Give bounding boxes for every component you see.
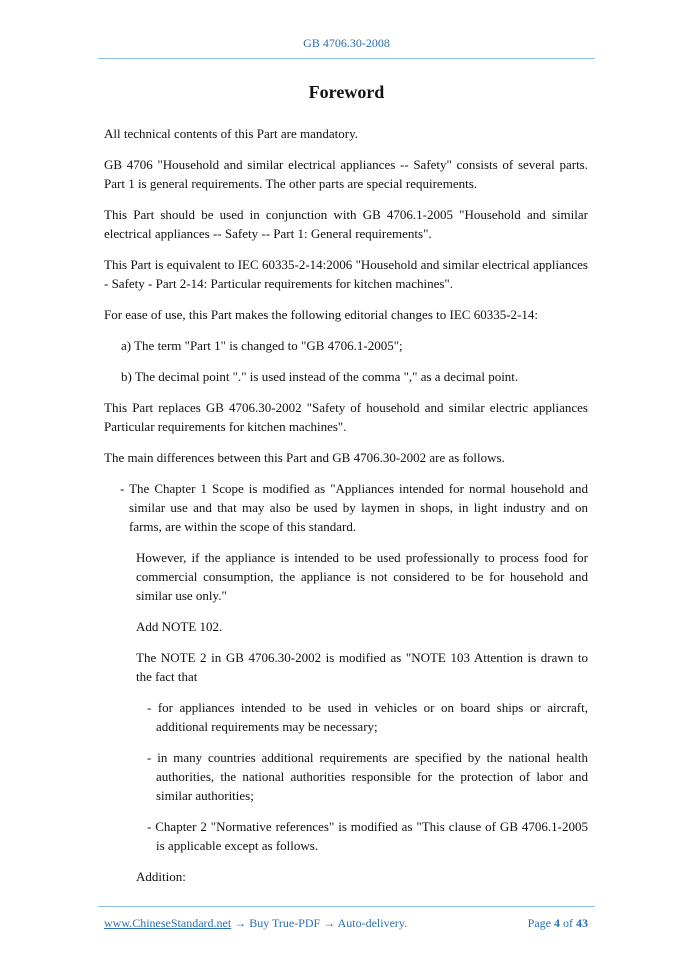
paragraph: For ease of use, this Part makes the following editorial changes to IEC 60335-2-14: bbox=[104, 307, 538, 322]
auto-delivery-text: Auto-delivery. bbox=[337, 916, 408, 930]
of-label: of bbox=[563, 916, 573, 930]
list-item: a) The term "Part 1" is changed to "GB 4706.1-2005"; bbox=[121, 338, 403, 353]
paragraph: The NOTE 2 in GB 4706.30-2002 is modified as "NOTE 103 Attention is drawn to the fact that bbox=[136, 650, 588, 684]
paragraph: However, if the appliance is intended to be used professionally to process food for commercial consumption, the appliance is not considered to be for household and similar use only." bbox=[136, 550, 588, 603]
page-total: 43 bbox=[576, 916, 588, 930]
paragraph: This Part is equivalent to IEC 60335-2-14:2006 "Household and similar electrical appliances - Safety - Part 2-14: Particular requirements for kitchen machines". bbox=[104, 257, 588, 291]
page-label: Page bbox=[527, 916, 551, 930]
paragraph: All technical contents of this Part are mandatory. bbox=[104, 126, 359, 141]
paragraph: Addition: bbox=[136, 869, 186, 884]
header-divider bbox=[98, 58, 595, 59]
arrow-icon: → bbox=[234, 916, 247, 930]
page-current: 4 bbox=[554, 916, 560, 930]
document-body bbox=[104, 124, 588, 898]
paragraph: The main differences between this Part and GB 4706.30-2002 are as follows. bbox=[104, 450, 505, 465]
list-item: - Chapter 2 "Normative references" is modified as "This clause of GB 4706.1-2005 is applicable except as follows. bbox=[147, 819, 588, 853]
paragraph: This Part should be used in conjunction with GB 4706.1-2005 "Household and similar electrical appliances -- Safety -- Part 1: General requirements". bbox=[104, 207, 588, 241]
doc-code: GB 4706.30-2008 bbox=[303, 36, 390, 50]
page-indicator bbox=[528, 916, 588, 931]
paragraph: Add NOTE 102. bbox=[136, 619, 223, 634]
list-item: - for appliances intended to be used in vehicles or on board ships or aircraft, additional requirements may be necessary; bbox=[147, 700, 588, 734]
footer-divider bbox=[98, 906, 595, 907]
list-item: b) The decimal point "." is used instead of the comma "," as a decimal point. bbox=[121, 369, 519, 384]
page-title: Foreword bbox=[308, 82, 385, 102]
list-item: - in many countries additional requirements are specified by the national health authorities, the national authorities responsible for the protection of labor and similar authorities; bbox=[147, 750, 588, 803]
footer-links bbox=[104, 916, 407, 931]
list-item: - The Chapter 1 Scope is modified as "Appliances intended for normal household and similar use and that may also be used by laymen in shops, in light industry and on farms, are within the scope of this standard. bbox=[120, 481, 588, 534]
paragraph: GB 4706 "Household and similar electrical appliances -- Safety" consists of several parts. Part 1 is general requirements. The other parts are special requirements. bbox=[104, 157, 588, 191]
page-header bbox=[98, 36, 595, 51]
site-link[interactable]: www.ChineseStandard.net bbox=[104, 916, 232, 930]
paragraph: This Part replaces GB 4706.30-2002 "Safety of household and similar electric appliances Particular requirements for kitchen machines". bbox=[104, 400, 588, 434]
buy-true-pdf-link[interactable]: Buy True-PDF bbox=[249, 916, 321, 930]
arrow-icon: → bbox=[323, 916, 336, 930]
